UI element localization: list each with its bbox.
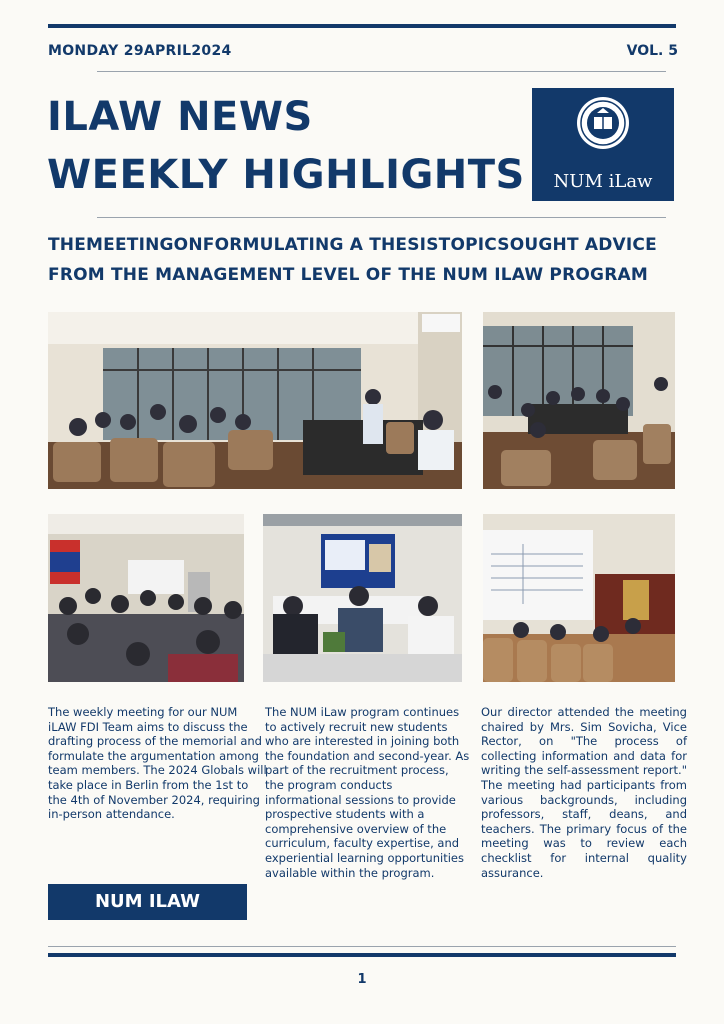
university-emblem-icon (575, 95, 631, 151)
column-1-text: The weekly meeting for our NUM iLAW FDI Team aims to discuss the drafting process of the memorial and formulate the argumentation among team members. The 2024 Globals will take place in Berlin from the 1st to the 4th of November 2024, requiring in-person attendance. (48, 705, 267, 822)
subheading-line-1: THEMEETINGONFORMULATING A THESISTOPICSOUGHT ADVICE (48, 235, 657, 255)
meeting-room-wide-photo (48, 312, 462, 489)
header-divider (97, 71, 666, 72)
subheading-line-2: FROM THE MANAGEMENT LEVEL OF THE NUM ILAW PROGRAM (48, 265, 648, 285)
column-3-text: Our director attended the meeting chaired by Mrs. Sim Sovicha, Vice Rector, on "The process of collecting information and data for writing the self-assessment report." The meeting had participants from various backgrounds, including professors, staff, deans, and teachers. The primary focus of the meeting was to review each checklist for internal quality assurance. (481, 705, 687, 880)
volume-number: VOL. 5 (626, 43, 678, 59)
title-divider (97, 217, 666, 218)
fdi-team-photo (48, 514, 244, 682)
footer-divider (48, 946, 676, 947)
footer-rule (48, 953, 676, 957)
num-ilaw-button[interactable]: NUM ILAW (48, 884, 247, 920)
top-rule (48, 24, 676, 28)
title-line-2: WEEKLY HIGHLIGHTS (47, 152, 525, 198)
page-number: 1 (357, 972, 367, 987)
num-ilaw-logo (532, 88, 674, 201)
column-2-text: The NUM iLaw program continues to actively recruit new students who are interested in joining both the foundation and second-year. As part of the recruitment process, the program conducts informational sessions to provide prospective students with a comprehensive overview of the curriculum, faculty expertise, and experiential learning opportunities available within the program. (265, 705, 470, 880)
director-meeting-photo (483, 514, 675, 682)
title-line-1: ILAW NEWS (47, 94, 313, 140)
logo-text: NUM iLaw (553, 171, 653, 192)
presentation-screen-photo (263, 514, 462, 682)
issue-date: MONDAY 29APRIL2024 (48, 43, 232, 59)
meeting-room-side-photo (483, 312, 675, 489)
